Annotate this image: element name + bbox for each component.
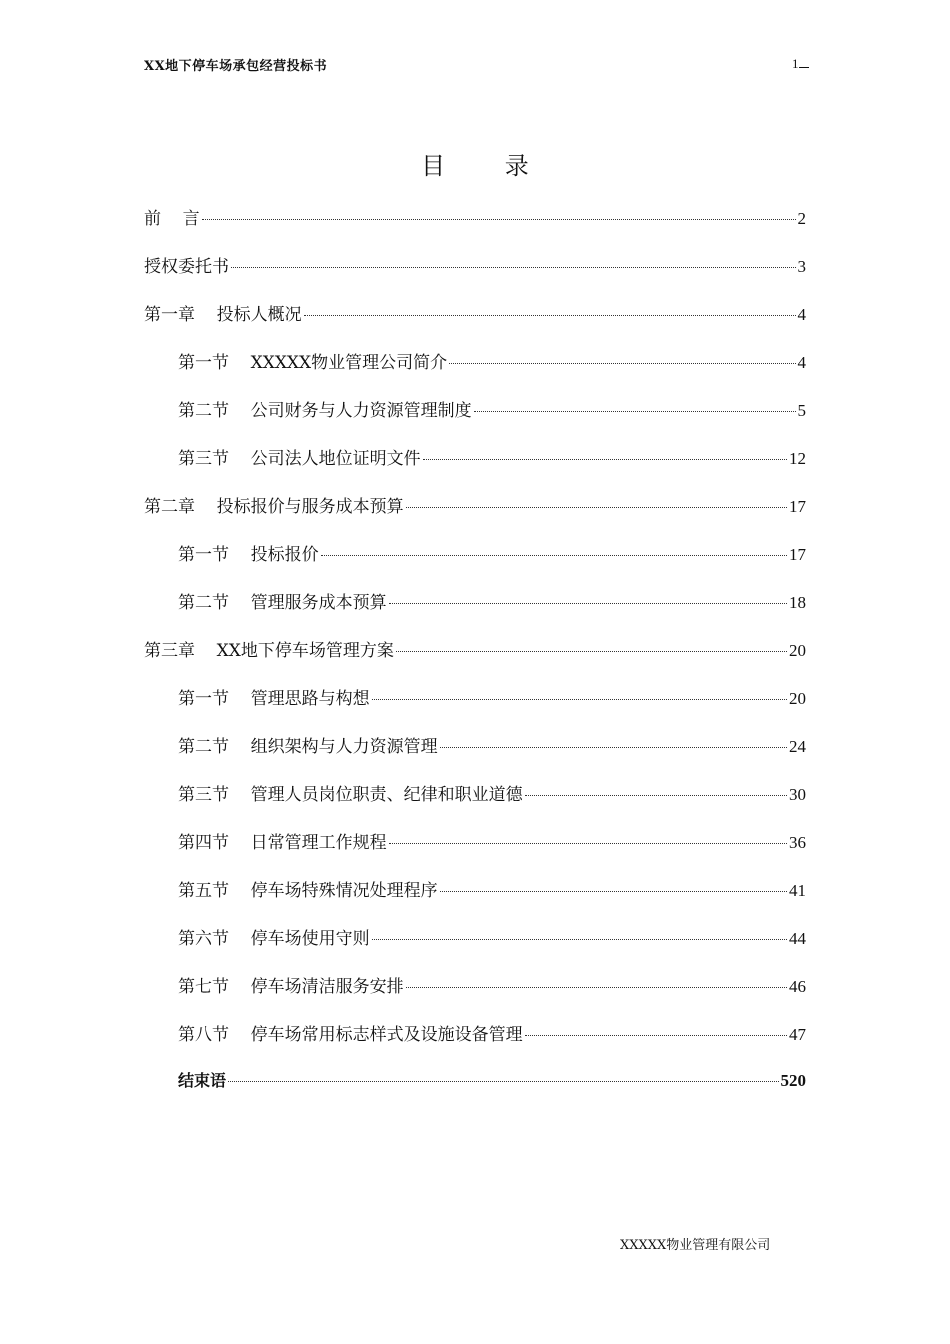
toc-entry-label: 结束语 <box>178 1071 227 1090</box>
toc-entry-chapter-3[interactable] <box>144 636 806 684</box>
toc-dot-leader <box>449 363 795 364</box>
toc-entry-label: 授权委托书 <box>144 257 229 277</box>
toc-entry-label: 第二章 投标报价与服务成本预算 <box>144 497 404 517</box>
toc-entry-preface[interactable] <box>144 204 806 252</box>
toc-entry-ch3-sec4[interactable] <box>144 828 806 876</box>
header-page-number <box>792 56 809 72</box>
toc-entry-conclusion[interactable] <box>144 1068 806 1116</box>
toc-dot-leader <box>321 555 787 556</box>
toc-entry-page: 12 <box>789 449 806 468</box>
toc-entry-page: 41 <box>789 881 806 900</box>
toc-entry-page: 2 <box>797 209 806 228</box>
toc-entry-ch3-sec7[interactable] <box>144 972 806 1020</box>
toc-entry-label: 第二节 管理服务成本预算 <box>178 593 387 613</box>
toc-entry-page: 46 <box>789 977 806 996</box>
toc-dot-leader <box>389 603 787 604</box>
toc-dot-leader <box>406 987 787 988</box>
toc-entry-page: 36 <box>789 833 806 852</box>
toc-entry-ch1-sec1[interactable] <box>144 348 806 396</box>
toc-entry-ch3-sec3[interactable] <box>144 780 806 828</box>
toc-entry-page: 3 <box>797 257 806 276</box>
toc-dot-leader <box>372 699 787 700</box>
toc-dot-leader <box>389 843 787 844</box>
toc-entry-label: 第三章 XX地下停车场管理方案 <box>144 641 394 661</box>
toc-entry-label: 前 言 <box>144 209 200 229</box>
toc-dot-leader <box>231 267 796 268</box>
footer-company-name: XXXXX物业管理有限公司 <box>620 1238 771 1253</box>
toc-entry-ch1-sec3[interactable] <box>144 444 806 492</box>
toc-entry-page: 520 <box>780 1071 806 1090</box>
toc-entry-page: 4 <box>797 353 806 372</box>
table-of-contents <box>144 204 806 1116</box>
toc-entry-page: 17 <box>789 545 806 564</box>
toc-entry-page: 44 <box>789 929 806 948</box>
toc-dot-leader <box>228 1081 778 1082</box>
toc-entry-label: 第一章 投标人概况 <box>144 305 302 325</box>
toc-dot-leader <box>202 219 796 220</box>
toc-entry-label: 第一节 管理思路与构想 <box>178 689 370 709</box>
toc-entry-chapter-1[interactable] <box>144 300 806 348</box>
toc-entry-page: 30 <box>789 785 806 804</box>
toc-dot-leader <box>440 747 787 748</box>
toc-entry-page: 18 <box>789 593 806 612</box>
toc-entry-ch3-sec2[interactable] <box>144 732 806 780</box>
toc-dot-leader <box>440 891 787 892</box>
toc-entry-label: 第一节 投标报价 <box>178 545 319 565</box>
toc-entry-ch2-sec1[interactable] <box>144 540 806 588</box>
toc-entry-page: 20 <box>789 641 806 660</box>
toc-entry-ch3-sec8[interactable] <box>144 1020 806 1068</box>
toc-dot-leader <box>372 939 787 940</box>
toc-dot-leader <box>474 411 796 412</box>
toc-dot-leader <box>423 459 787 460</box>
toc-entry-label: 第八节 停车场常用标志样式及设施设备管理 <box>178 1025 523 1045</box>
toc-entry-page: 17 <box>789 497 806 516</box>
header-document-title: XX地下停车场承包经营投标书 <box>144 59 328 74</box>
toc-entry-authorization-letter[interactable] <box>144 252 806 300</box>
toc-entry-ch3-sec1[interactable] <box>144 684 806 732</box>
toc-entry-label: 第五节 停车场特殊情况处理程序 <box>178 881 438 901</box>
toc-entry-ch1-sec2[interactable] <box>144 396 806 444</box>
toc-entry-label: 第七节 停车场清洁服务安排 <box>178 977 404 997</box>
toc-entry-ch3-sec6[interactable] <box>144 924 806 972</box>
toc-dot-leader <box>304 315 796 316</box>
toc-dot-leader <box>525 1035 787 1036</box>
toc-dot-leader <box>396 651 787 652</box>
toc-entry-page: 4 <box>797 305 806 324</box>
toc-entry-label: 第二节 组织架构与人力资源管理 <box>178 737 438 757</box>
toc-entry-label: 第六节 停车场使用守则 <box>178 929 370 949</box>
page-number-text: 1 <box>792 56 799 71</box>
toc-entry-page: 24 <box>789 737 806 756</box>
toc-title: 目 录 <box>421 152 555 180</box>
toc-entry-chapter-2[interactable] <box>144 492 806 540</box>
toc-entry-page: 5 <box>797 401 806 420</box>
toc-entry-label: 第三节 公司法人地位证明文件 <box>178 449 421 469</box>
toc-entry-page: 20 <box>789 689 806 708</box>
toc-entry-ch2-sec2[interactable] <box>144 588 806 636</box>
toc-dot-leader <box>525 795 787 796</box>
toc-entry-label: 第三节 管理人员岗位职责、纪律和职业道德 <box>178 785 523 805</box>
page-number-underline <box>799 57 809 68</box>
toc-entry-label: 第一节 XXXXX物业管理公司简介 <box>178 353 448 373</box>
toc-dot-leader <box>406 507 787 508</box>
toc-entry-page: 47 <box>789 1025 806 1044</box>
toc-entry-label: 第四节 日常管理工作规程 <box>178 833 387 853</box>
toc-entry-ch3-sec5[interactable] <box>144 876 806 924</box>
toc-entry-label: 第二节 公司财务与人力资源管理制度 <box>178 401 472 421</box>
